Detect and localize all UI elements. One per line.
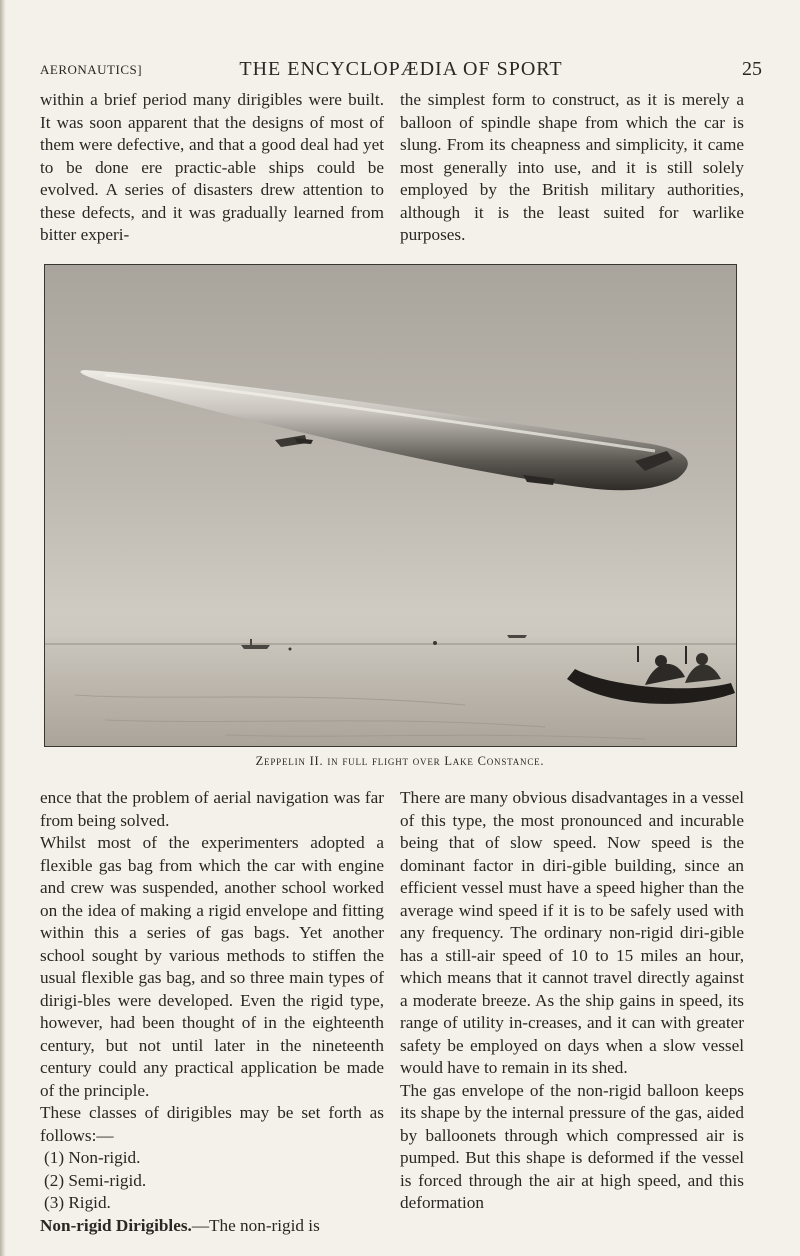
- paragraph: [40, 1215, 384, 1238]
- paragraph: Whilst most of the experimenters adopted a flexible gas bag from which the car with engine and crew was suspended, another school worked on the idea of making a rigid envelope and fitting within this a series of gas bags. Yet another school sought by various methods to stiffen the usual flexible gas bag, and so three main types of dirigi-bles were developed. Even the rigid type, however, had been thought of in the eighteenth century, but not until later in the nineteenth century could any practical application be made of the principle.: [40, 833, 384, 1100]
- paragraph-text: —The non-rigid is: [191, 1215, 320, 1235]
- paragraph: These classes of dirigibles may be set forth as follows:—: [40, 1103, 384, 1145]
- page-gutter: [0, 0, 6, 1256]
- zeppelin-photograph: [44, 264, 737, 747]
- section-label: AERONAUTICS]: [40, 62, 143, 77]
- top-left-column: [40, 89, 384, 247]
- figure-caption: Zeppelin II. in full flight over Lake Constance.: [255, 754, 545, 768]
- bottom-right-column: [400, 787, 744, 1215]
- book-title: THE ENCYCLOPÆDIA OF SPORT: [239, 58, 563, 80]
- list-item: (1) Non-rigid.: [44, 1148, 141, 1167]
- paragraph: within a brief period many dirigibles were built. It was soon apparent that the designs of most of them were defective, and that a good deal had yet to be done ere practic-able ships could be evolved. A series of disasters drew attention to these defects, and it was gradually learned from bitter experi-: [40, 90, 384, 244]
- paragraph: ence that the problem of aerial navigation was far from being solved.: [40, 788, 384, 830]
- top-right-column: [400, 89, 744, 247]
- paragraph: the simplest form to construct, as it is merely a balloon of spindle shape from which the car is slung. From its cheapness and simplicity, it came most generally into use, and it is still solely employed by the British military authorities, although it is the least suited for warlike purposes.: [400, 90, 744, 244]
- page-number: 25: [742, 58, 762, 80]
- running-head: [40, 58, 762, 82]
- list-item: (2) Semi-rigid.: [44, 1170, 147, 1190]
- zeppelin-photo-illustration: [45, 265, 736, 746]
- list-item: (3) Rigid.: [44, 1193, 111, 1212]
- paragraph: There are many obvious disadvantages in a vessel of this type, the most pronounced and incurable being that of slow speed. Now speed is the dominant factor in diri-gible building, since an efficient vessel must have a speed higher than the average wind speed if it is to be safely used with any frequency. The ordinary non-rigid diri-gible has a still-air speed of 10 to 15 miles an hour, which means that it cannot travel directly against a moderate breeze. As the ship gains in speed, its range of utility in-creases, and it can with greater safety be employed on days when a slow vessel would have to remain in its shed.: [400, 788, 744, 1077]
- paragraph: The gas envelope of the non-rigid balloon keeps its shape by the internal pressure of the gas, aided by balloonets through which compressed air is pumped. But this shape is deformed if the vessel is forced through the air at high speed, and this deformation: [400, 1080, 744, 1212]
- section-heading: Non-rigid Dirigibles.: [40, 1215, 192, 1235]
- bottom-left-column: [40, 787, 384, 1237]
